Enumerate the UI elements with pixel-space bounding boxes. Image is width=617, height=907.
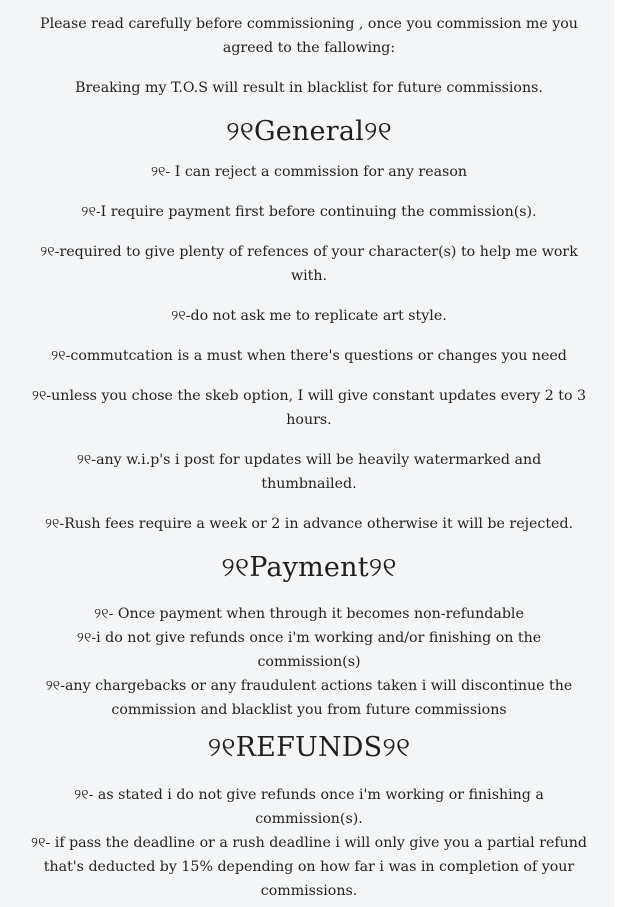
refunds-item: ୨୧- if pass the deadline or a rush deadline i will only give you a partial refund that's deducted by 15% depending on how far i was in completion of your commissions. bbox=[31, 835, 587, 899]
general-item: ୨୧- I can reject a commission for any reason bbox=[150, 164, 468, 180]
general-heading: ୨୧General୨୧ bbox=[226, 116, 392, 147]
general-item: ୨୧-any w.i.p's i post for updates will be heavily watermarked and thumbnailed. bbox=[76, 452, 542, 492]
general-item: ୨୧-commutcation is a must when there's questions or changes you need bbox=[51, 348, 567, 364]
refunds-item: ୨୧- as stated i do not give refunds once i'm working or finishing a commission(s). bbox=[74, 787, 544, 827]
general-item: ୨୧-I require payment first before continuing the commission(s). bbox=[81, 204, 537, 220]
payment-item: ୨୧-any chargebacks or any fraudulent actions taken i will discontinue the commission and blacklist you from future commissions bbox=[45, 678, 573, 718]
general-item: ୨୧-Rush fees require a week or 2 in advance otherwise it will be rejected. bbox=[44, 516, 574, 532]
payment-item: ୨୧- Once payment when through it becomes non-refundable bbox=[94, 606, 524, 622]
general-item: ୨୧-do not ask me to replicate art style. bbox=[171, 308, 447, 324]
payment-heading: ୨୧Payment୨୧ bbox=[221, 552, 397, 583]
general-item: ୨୧-unless you chose the skeb option, I will give constant updates every 2 to 3 hours. bbox=[31, 388, 587, 428]
tos-content bbox=[30, 12, 588, 903]
payment-item: ୨୧-i do not give refunds once i'm working and/or finishing on the commission(s) bbox=[76, 630, 542, 670]
intro-warning: Breaking my T.O.S will result in blacklist for future commissions. bbox=[75, 80, 543, 96]
refunds-heading: ୨୧REFUNDS୨୧ bbox=[207, 732, 411, 763]
intro-text: Please read carefully before commissioning , once you commission me you agreed to the fallowing: bbox=[40, 16, 578, 56]
general-item: ୨୧-required to give plenty of refences of your character(s) to help me work with. bbox=[40, 244, 578, 284]
